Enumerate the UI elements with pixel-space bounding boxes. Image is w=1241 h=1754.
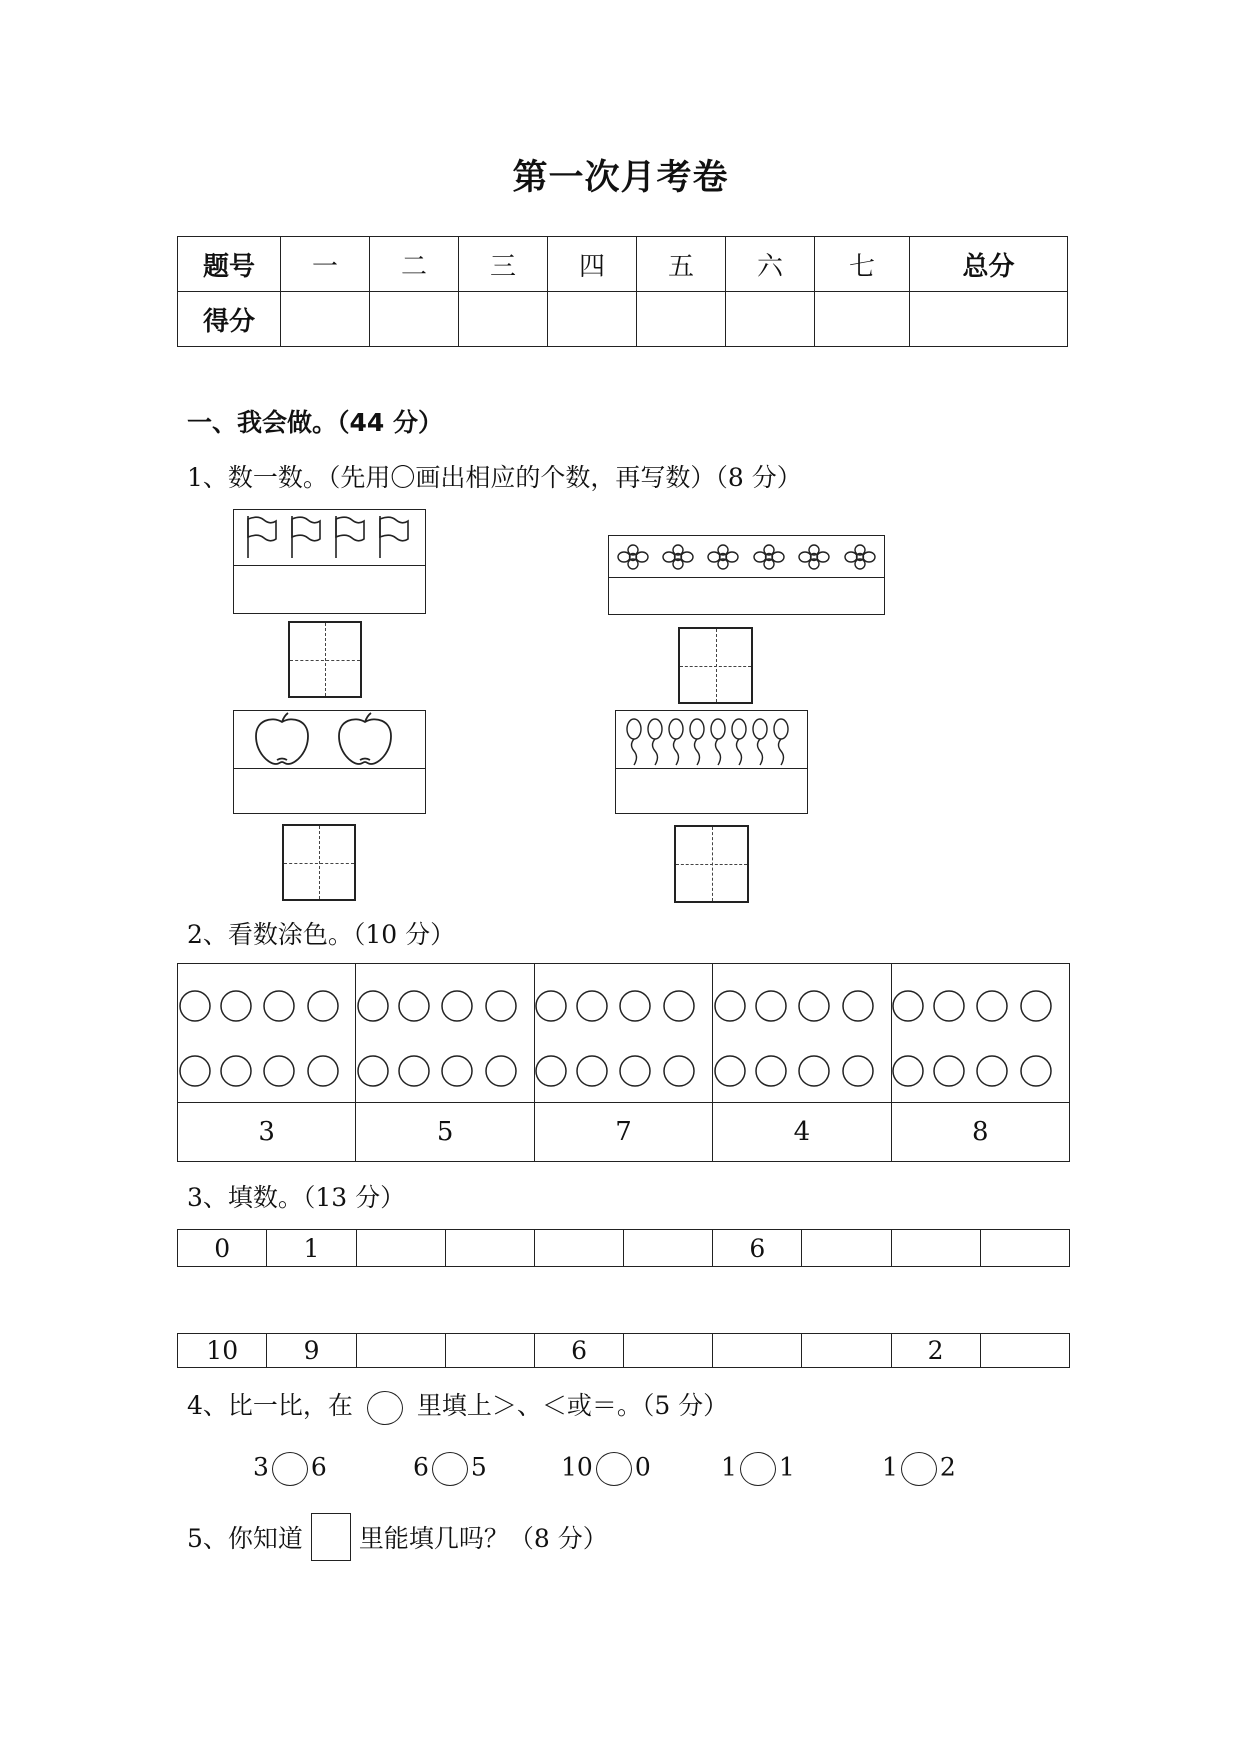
question-4-prefix: 4、比一比，在 xyxy=(187,1391,353,1420)
picture-box-flowers xyxy=(608,535,885,615)
question-5-suffix: 里能填几吗？（8 分） xyxy=(358,1524,608,1553)
answer-box[interactable] xyxy=(288,621,362,698)
circles-to-color[interactable] xyxy=(179,964,355,1095)
compare-left: 1 xyxy=(721,1452,737,1482)
number-cell[interactable] xyxy=(980,1230,1069,1267)
question-5-prefix: 5、你知道 xyxy=(187,1524,303,1553)
answer-box[interactable] xyxy=(678,627,753,704)
circle-group xyxy=(178,964,356,1103)
number-cell[interactable] xyxy=(445,1334,534,1368)
number-cell[interactable] xyxy=(356,1334,445,1368)
question-3: 3、填数。（13 分） xyxy=(187,1183,406,1212)
number-row-2 xyxy=(177,1333,1070,1368)
color-number: 4 xyxy=(713,1103,891,1162)
number-row-1 xyxy=(177,1229,1070,1267)
question-4-suffix: 里填上＞、＜或＝。（5 分） xyxy=(416,1391,729,1420)
color-number: 8 xyxy=(891,1103,1069,1162)
score-header-total: 总分 xyxy=(910,237,1068,292)
question-2: 2、看数涂色。（10 分） xyxy=(187,920,456,949)
number-cell[interactable]: 2 xyxy=(891,1334,980,1368)
question-1: 1、数一数。（先用〇画出相应的个数，再写数）（8 分） xyxy=(187,463,802,492)
flower-icon xyxy=(609,536,883,576)
coloring-table xyxy=(177,963,1070,1162)
compare-oval[interactable] xyxy=(740,1452,776,1486)
score-cell[interactable] xyxy=(459,292,548,347)
compare-oval[interactable] xyxy=(901,1452,937,1486)
circles-to-color[interactable] xyxy=(535,964,711,1095)
number-cell[interactable] xyxy=(980,1334,1069,1368)
balloon-icon xyxy=(616,711,806,767)
number-cell[interactable] xyxy=(891,1230,980,1267)
question-4 xyxy=(187,1386,728,1425)
circle-group xyxy=(356,964,534,1103)
number-cell[interactable]: 9 xyxy=(267,1334,356,1368)
compare-oval[interactable] xyxy=(272,1452,308,1486)
square-box-icon xyxy=(311,1513,351,1561)
number-cell[interactable]: 6 xyxy=(713,1230,802,1267)
score-row-label: 得分 xyxy=(178,292,281,347)
flag-icon xyxy=(234,510,424,564)
compare-right: 1 xyxy=(778,1452,795,1482)
compare-right: 5 xyxy=(470,1452,487,1482)
score-cell[interactable] xyxy=(637,292,726,347)
compare-right: 0 xyxy=(634,1452,651,1482)
circle-group xyxy=(713,964,891,1103)
number-cell[interactable] xyxy=(802,1334,891,1368)
compare-oval[interactable] xyxy=(596,1452,632,1486)
number-cell[interactable]: 0 xyxy=(178,1230,267,1267)
score-header-cell: 四 xyxy=(548,237,637,292)
score-header-cell: 七 xyxy=(815,237,910,292)
circles-to-color[interactable] xyxy=(357,964,533,1095)
number-cell[interactable]: 10 xyxy=(178,1334,267,1368)
answer-box[interactable] xyxy=(282,824,356,901)
oval-icon xyxy=(367,1391,403,1425)
compare-left: 1 xyxy=(882,1452,898,1482)
section-heading: 一、我会做。（44 分） xyxy=(187,408,443,437)
circles-to-color[interactable] xyxy=(892,964,1068,1095)
score-cell[interactable] xyxy=(370,292,459,347)
picture-box-balloons xyxy=(615,710,808,814)
score-table xyxy=(177,236,1068,347)
color-number: 7 xyxy=(534,1103,712,1162)
number-cell[interactable] xyxy=(624,1230,713,1267)
score-header-cell: 二 xyxy=(370,237,459,292)
score-header-cell: 五 xyxy=(637,237,726,292)
apple-icon xyxy=(234,711,424,767)
number-cell[interactable] xyxy=(534,1230,623,1267)
number-cell[interactable] xyxy=(624,1334,713,1368)
circle-group xyxy=(534,964,712,1103)
score-header-cell: 三 xyxy=(459,237,548,292)
compare-item xyxy=(882,1452,956,1486)
score-header-label: 题号 xyxy=(178,237,281,292)
number-cell[interactable] xyxy=(356,1230,445,1267)
circle-group xyxy=(891,964,1069,1103)
score-cell[interactable] xyxy=(815,292,910,347)
number-cell[interactable]: 1 xyxy=(267,1230,356,1267)
compare-left: 3 xyxy=(253,1452,269,1482)
number-cell[interactable] xyxy=(802,1230,891,1267)
score-cell[interactable] xyxy=(726,292,815,347)
circles-to-color[interactable] xyxy=(714,964,890,1095)
compare-item xyxy=(413,1452,487,1486)
number-cell[interactable]: 6 xyxy=(534,1334,623,1368)
compare-item xyxy=(721,1452,795,1486)
number-cell[interactable] xyxy=(713,1334,802,1368)
compare-left: 10 xyxy=(561,1452,593,1482)
number-cell[interactable] xyxy=(445,1230,534,1267)
picture-box-apples xyxy=(233,710,426,814)
question-5 xyxy=(187,1513,608,1561)
compare-right: 6 xyxy=(310,1452,327,1482)
compare-oval[interactable] xyxy=(432,1452,468,1486)
score-cell[interactable] xyxy=(548,292,637,347)
picture-box-flags xyxy=(233,509,426,614)
compare-item xyxy=(561,1452,651,1486)
compare-item xyxy=(253,1452,327,1486)
answer-box[interactable] xyxy=(674,825,749,903)
score-header-cell: 六 xyxy=(726,237,815,292)
color-number: 3 xyxy=(178,1103,356,1162)
compare-right: 2 xyxy=(939,1452,956,1482)
score-header-cell: 一 xyxy=(281,237,370,292)
color-number: 5 xyxy=(356,1103,534,1162)
compare-left: 6 xyxy=(413,1452,429,1482)
page-title: 第一次月考卷 xyxy=(512,158,729,198)
score-cell[interactable] xyxy=(910,292,1068,347)
score-cell[interactable] xyxy=(281,292,370,347)
